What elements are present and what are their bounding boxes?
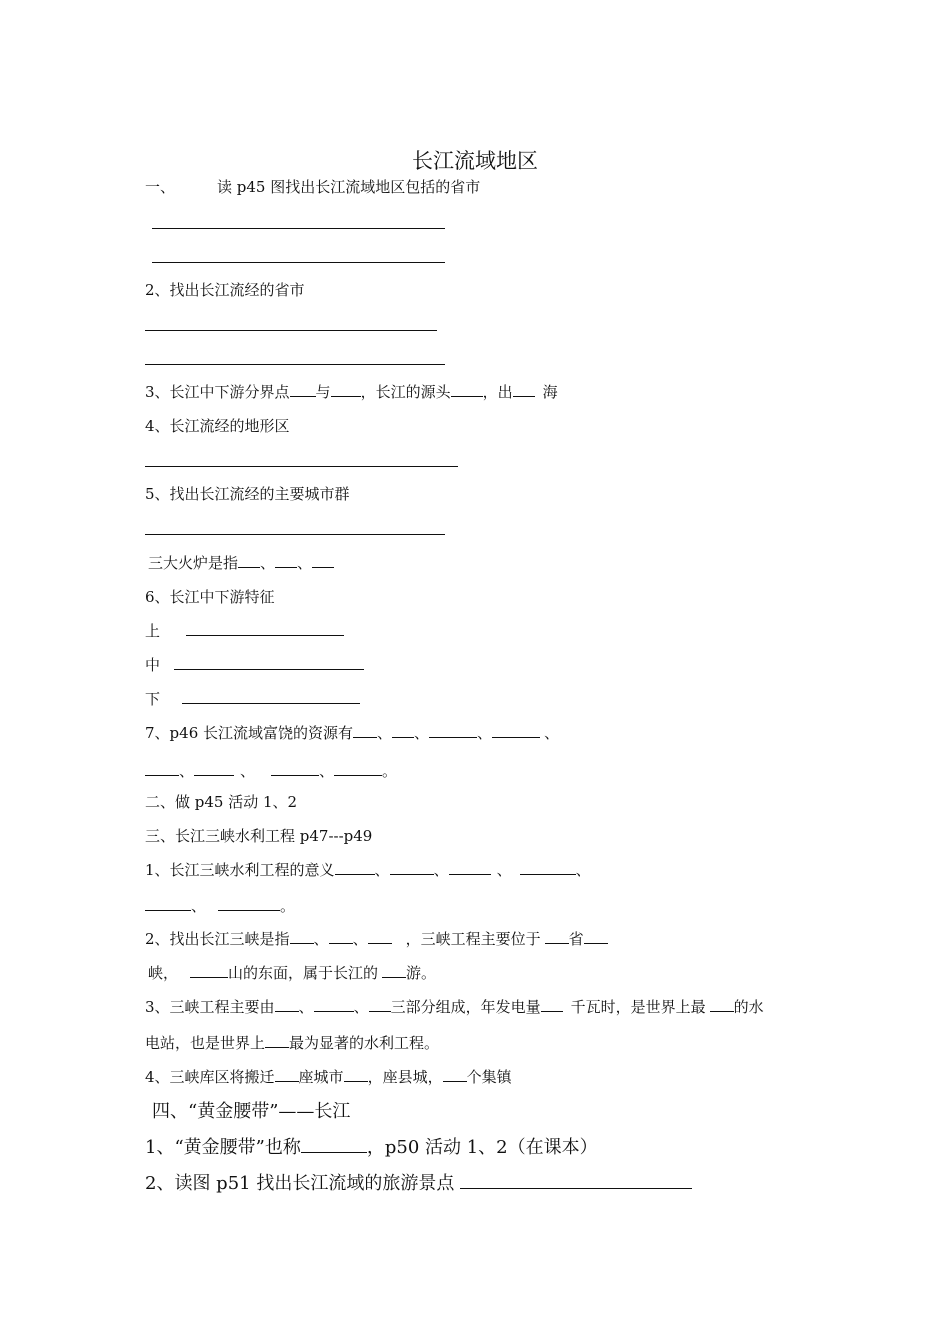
s3-question-1-cont: 、 。	[145, 895, 295, 917]
section-2: 二、做 p45 活动 1、2	[145, 793, 298, 811]
fill-blank[interactable]	[145, 760, 179, 776]
fill-blank[interactable]	[369, 996, 391, 1012]
fill-blank[interactable]	[275, 1066, 299, 1082]
s3-question-3: 3、三峡工程主要由 、 、 三部分组成，年发电量 千瓦时，是世界上最 的水	[145, 998, 764, 1016]
answer-line[interactable]	[152, 262, 445, 263]
answer-line[interactable]	[145, 466, 458, 467]
question-3: 3、长江中下游分界点 与 ，长江的源头 ，出 海	[145, 383, 558, 401]
fill-blank[interactable]	[301, 1134, 367, 1153]
fill-blank[interactable]	[710, 996, 734, 1012]
question-6: 6、长江中下游特征	[145, 588, 275, 606]
answer-line[interactable]	[145, 364, 445, 365]
s3-question-3-cont: 电站，也是世界上 最为显著的水利工程。	[145, 1034, 440, 1052]
fill-blank[interactable]	[331, 381, 361, 397]
fill-blank[interactable]	[186, 620, 344, 636]
question-7-cont: 、 、 、 。	[145, 760, 397, 782]
fill-blank[interactable]	[449, 859, 491, 875]
q6-lower: 下	[145, 688, 360, 710]
fill-blank[interactable]	[218, 895, 280, 911]
fill-blank[interactable]	[182, 688, 360, 704]
section-4: 四、“黄金腰带”——长江	[152, 1101, 351, 1122]
fill-blank[interactable]	[265, 1032, 289, 1048]
fill-blank[interactable]	[520, 859, 576, 875]
fill-blank[interactable]	[429, 722, 477, 738]
answer-line[interactable]	[145, 330, 437, 331]
fill-blank[interactable]	[271, 760, 319, 776]
s3-question-2-cont: 峡， 山的东面，属于长江的 游。	[148, 964, 437, 982]
fill-blank[interactable]	[344, 1066, 368, 1082]
s3-question-4: 4、三峡库区将搬迁 座城市 ，座县城， 个集镇	[145, 1068, 512, 1086]
fill-blank[interactable]	[382, 962, 406, 978]
question-1	[145, 176, 480, 198]
fill-blank[interactable]	[275, 552, 297, 568]
three-furnaces: 三大火炉是指 、 、	[148, 552, 334, 574]
s3-question-1: 1、长江三峡水利工程的意义 、 、 、 、	[145, 861, 591, 879]
page-title: 长江流域地区	[412, 149, 538, 173]
fill-blank[interactable]	[460, 1170, 692, 1189]
fill-blank[interactable]	[443, 1066, 467, 1082]
fill-blank[interactable]	[190, 962, 228, 978]
fill-blank[interactable]	[312, 552, 334, 568]
fill-blank[interactable]	[290, 928, 314, 944]
fill-blank[interactable]	[353, 722, 377, 738]
fill-blank[interactable]	[334, 760, 382, 776]
fill-blank[interactable]	[545, 928, 569, 944]
fill-blank[interactable]	[329, 928, 353, 944]
fill-blank[interactable]	[314, 996, 354, 1012]
answer-line[interactable]	[145, 534, 445, 535]
fill-blank[interactable]	[392, 722, 414, 738]
fill-blank[interactable]	[584, 928, 608, 944]
section-3: 三、长江三峡水利工程 p47---p49	[145, 827, 373, 845]
fill-blank[interactable]	[492, 722, 540, 738]
q6-middle: 中	[145, 654, 364, 676]
fill-blank[interactable]	[335, 859, 375, 875]
fill-blank[interactable]	[451, 381, 483, 397]
fill-blank[interactable]	[145, 895, 191, 911]
s3-question-2: 2、找出长江三峡是指 、 、 ，三峡工程主要位于 省	[145, 928, 608, 950]
fill-blank[interactable]	[238, 552, 260, 568]
s4-question-2: 2、读图 p51 找出长江流域的旅游景点	[145, 1170, 692, 1196]
fill-blank[interactable]	[390, 859, 434, 875]
question-2: 2、找出长江流经的省市	[145, 281, 305, 299]
fill-blank[interactable]	[174, 654, 364, 670]
question-4: 4、长江流经的地形区	[145, 417, 290, 435]
fill-blank[interactable]	[194, 760, 234, 776]
fill-blank[interactable]	[368, 928, 392, 944]
question-5: 5、找出长江流经的主要城市群	[145, 485, 350, 503]
question-1-number: 一、	[145, 178, 176, 196]
question-7: 7、p46 长江流域富饶的资源有 、 、 、 、	[145, 724, 560, 742]
fill-blank[interactable]	[290, 381, 316, 397]
s4-question-1: 1、“黄金腰带”也称 ，p50 活动 1、2（在课本）	[145, 1134, 598, 1160]
fill-blank[interactable]	[275, 996, 299, 1012]
q6-upper: 上	[145, 620, 344, 642]
answer-line[interactable]	[152, 228, 445, 229]
question-1-text: 读 p45 图找出长江流域地区包括的省市	[217, 178, 481, 196]
fill-blank[interactable]	[513, 381, 535, 397]
fill-blank[interactable]	[541, 996, 563, 1012]
